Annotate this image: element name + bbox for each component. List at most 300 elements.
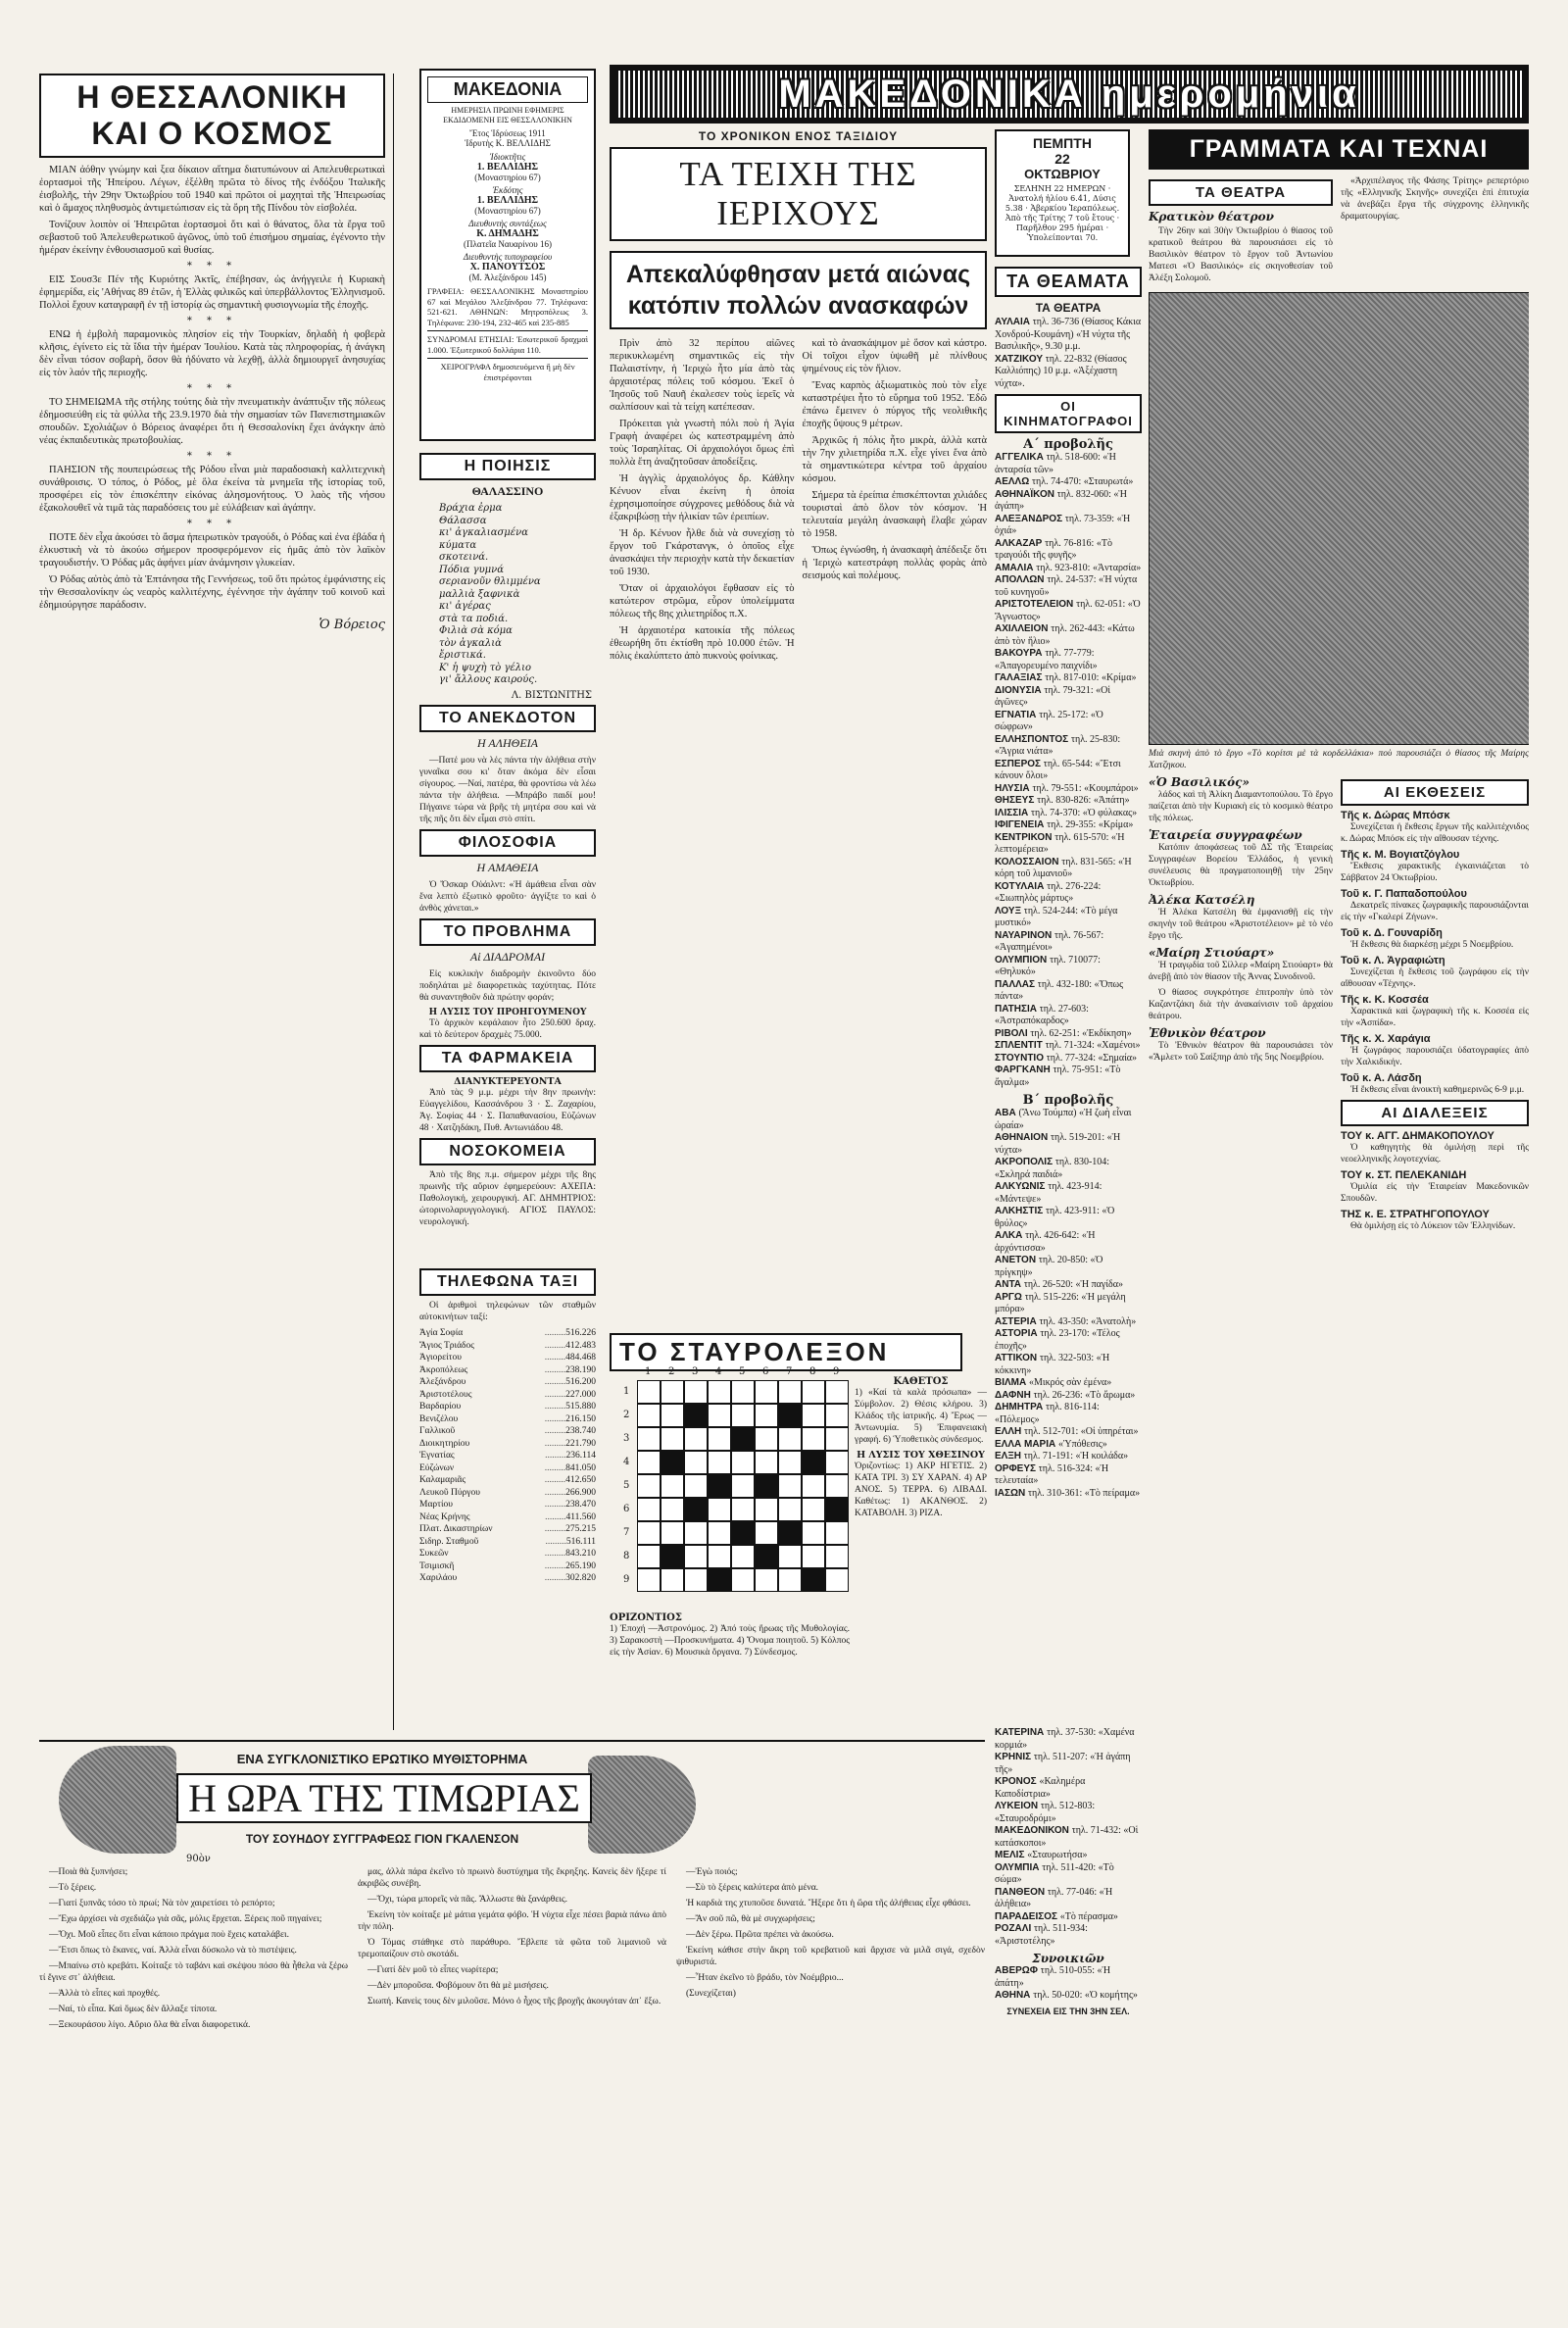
- makedonia-director-label: Διευθυντὴς συντάξεως: [468, 219, 547, 228]
- crossword-cell: [825, 1568, 849, 1592]
- listing-venue: ΜΑΚΕΔΟΝΙΚΟΝ: [995, 1825, 1072, 1836]
- philosophy-text: Ὁ Ὄσκαρ Οὐάιλντ: «Ἡ ἀμάθεια εἶναι σὰν ἕνα λεπτὸ ἐξωτικὸ φροῦτο· ἀγγίξτε το καὶ ὁ ἀνθὸς χάνεται.»: [419, 879, 596, 914]
- taxi-header: ΤΗΛΕΦΩΝΑ ΤΑΞΙ: [419, 1268, 596, 1296]
- entry-title: Τοῦ κ. Δ. Γουναρίδη: [1341, 927, 1443, 939]
- date-num: 22: [1054, 151, 1070, 167]
- entry-title: Τοῦ κ. Λ. Ἀγραφιώτη: [1341, 955, 1446, 966]
- taxi-station-name: Καλαμαριᾶς: [419, 1475, 466, 1485]
- taxi-section: [419, 1264, 596, 1676]
- crossword-solution: Ὁριζοντίως: 1) ΑΚΡ ΗΓΕΤΙΣ. 2) ΚΑΤΑ ΤΡΙ. 3) ΣΥ ΧΑΡΑΝ. 4) ΑΡ ΑΝΟΣ. 5) ΤΕΡΡΑ. 6) ΛΙΒΑΔΙ. Καθέτως: 1) ΑΚΑΝΘΟΣ. 2) ΚΑΤΑΒΟΛΗ. 3) ΡΙΖΑ.: [855, 1461, 987, 1518]
- problem-solution: Τὸ ἀρχικὸν κεφάλαιον ἦτο 250.600 δραχ. καὶ τὸ δεύτερον δραχμὲς 75.000.: [419, 1017, 596, 1040]
- listing-entry: [995, 1911, 1142, 1924]
- problem-text: Εἰς κυκλικὴν διαδρομὴν ἐκινοῦντο δύο ποδηλάται μὲ διαφορετικὰς ταχύτητας. Πότε θὰ συναντηθοῦν διὰ πρώτην φοράν;: [419, 968, 596, 1003]
- serial-paragraph: —Ἀλλὰ τὸ εἶπες καὶ προχθές.: [49, 1989, 161, 1999]
- makedonia-director-addr: (Πλατεῖα Ναυαρίνου 16): [464, 239, 552, 249]
- cinemas-second-run-list: [995, 1108, 1142, 1500]
- entry-text: Ἡ ἔκθεσις θὰ διαρκέσῃ μέχρι 5 Νοεμβρίου.: [1350, 940, 1514, 950]
- crossword-cell: [731, 1380, 755, 1404]
- listing-info: τηλ. 519-201: «Ἡ νύχτα»: [995, 1132, 1121, 1156]
- listing-venue: ΛΥΚΕΙΟΝ: [995, 1801, 1041, 1811]
- theatres-list: [995, 317, 1142, 390]
- taxi-number: 516.226: [565, 1328, 596, 1338]
- makedonia-subtitle: ΗΜΕΡΗΣΙΑ ΠΡΩΙΝΗ ΕΦΗΜΕΡΙΣ ΕΚΔΙΔΟΜΕΝΗ ΕΙΣ ΘΕΣΣΑΛΟΝΙΚΗΝ: [443, 106, 572, 124]
- thessaloniki-title-line2: ΚΑΙ Ο ΚΟΣΜΟΣ: [91, 116, 333, 151]
- listing-info: τηλ. 511-420: «Τὸ σώμα»: [995, 1861, 1114, 1885]
- article-paragraph: Ἡ ἀγγλὶς ἀρχαιολόγος δρ. Κάθλην Κένυον εἶναι ἐκείνη ἡ ὁποία ἐχρησιμοποίησε σύγχρονες μεθόδους διὰ νὰ ἐξακριβώσῃ τὴν ἡλικίαν τῶν ἐρειπίων.: [610, 473, 795, 522]
- listing-venue: ΠΑΛΛΑΣ: [995, 978, 1038, 990]
- listing-info: τηλ. 322-503: «Ἡ κόκκινη»: [995, 1353, 1110, 1376]
- lectures-header: ΑΙ ΔΙΑΛΕΞΕΙΣ: [1341, 1100, 1529, 1126]
- crossword-cell: [637, 1545, 661, 1568]
- crossword-cell: [637, 1498, 661, 1521]
- listing-entry: [995, 514, 1142, 538]
- serial-col-2: [358, 1866, 666, 2035]
- taxi-dots: .........: [544, 1500, 566, 1510]
- anecdote-title: Η ΑΛΗΘΕΙΑ: [476, 735, 538, 750]
- arts-paragraph: λάδος καὶ τὴ Ἀλίκη Διαμαντοπούλου. Τὸ ἔργο παίζεται ἀπὸ τὴν Κυριακὴ εἰς τὸ κοσμικὸ θέατρο τῆς πόλεως.: [1149, 790, 1333, 823]
- listing-entry: [995, 906, 1142, 930]
- article-paragraph: Ἡ ἀρχαιοτέρα κατοικία τῆς πόλεως ἐθεωρήθη ὅτι ἐκτίσθη πρὸ 10.000 ἐτῶν. Ἡ πόλις ἐκαλύπτετο ἀπὸ πυκνοὺς φοίνικας.: [610, 625, 795, 662]
- arts-text: Τὴν 26ην καὶ 30ὴν Ὀκτωβρίου ὁ θίασος τοῦ κρατικοῦ θεάτρου θὰ παρουσιάσει εἰς τὸ Βασιλικὸν θέατρον τὸ ἔργον τοῦ Ἀντωνίου Ματεσι «Ὁ Βασιλικός» εἰς σκηνοθεσίαν τοῦ Ἀλέξη Σολομοῦ.: [1149, 226, 1333, 283]
- taxi-row: [419, 1536, 596, 1549]
- separator-stars: * * *: [186, 316, 238, 326]
- listing-entry: [995, 759, 1142, 783]
- listing-entry: [995, 1316, 1142, 1329]
- taxi-dots: .........: [544, 1426, 566, 1436]
- cinemas-second-run-list-cont: [995, 1727, 1142, 1948]
- poem-line: κύματα: [439, 539, 477, 551]
- listing-info: τηλ. 817-010: «Κρίμα»: [1045, 672, 1137, 683]
- listing-entry: [995, 819, 1142, 832]
- ethniko-text: Τὸ Ἐθνικὸν θέατρον θὰ παρουσιάσει τὸν «Ἄμλετ» τοῦ Σαίξπηρ ἀπὸ τῆς 5ης Νοεμβρίου.: [1149, 1041, 1333, 1063]
- serial-author: ΤΟΥ ΣΟΥΗΔΟΥ ΣΥΓΓΡΑΦΕΩΣ ΓΙΟΝ ΓΚΑΛΕΝΣΟΝ: [245, 1832, 519, 1846]
- alexia-text: Ἡ Ἀλέκα Κατσέλη θὰ ἐμφανισθῇ εἰς τὴν σκηνὴν τοῦ θεάτρου «Ἀριστοτέλειον» μὲ τὸ νέο ἔργο τῆς.: [1149, 908, 1333, 941]
- listing-info: τηλ. 71-191: «Ἡ κοιλάδα»: [1023, 1451, 1129, 1461]
- philosophy-header: ΦΙΛΟΣΟΦΙΑ: [419, 829, 596, 857]
- listing-venue: ΑΣΤΕΡΙΑ: [995, 1315, 1040, 1327]
- makedonia-name: ΜΑΚΕΔΟΝΙΑ: [427, 76, 588, 103]
- state-theatre-title: Κρατικὸν θέατρον: [1149, 210, 1274, 223]
- listing-entry: [995, 1965, 1142, 1990]
- taxi-row: [419, 1572, 596, 1585]
- listing-entry: [995, 1157, 1142, 1181]
- taxi-dots: .........: [544, 1413, 566, 1424]
- listing-info: τηλ. 24-537: «Ἡ νύχτα τοῦ κυνηγοῦ»: [995, 574, 1138, 598]
- listing-info: τηλ. 518-600: «Ἡ ἀνταρσία τῶν»: [995, 452, 1116, 475]
- taxi-number: 216.150: [565, 1413, 596, 1424]
- listing-venue: ΒΙΛΜΑ: [995, 1377, 1029, 1388]
- listing-venue: ΔΗΜΗΤΡΑ: [995, 1402, 1046, 1412]
- crossword-cell: [708, 1521, 731, 1545]
- arts-title: ΓΡΑΜΜΑΤΑ ΚΑΙ ΤΕΧΝΑΙ: [1149, 129, 1529, 170]
- crossword-down-title: ΚΑΘΕΤΟΣ: [893, 1376, 949, 1387]
- entry-text: Ἡ ζωγράφος παρουσιάζει ὑδατογραφίες ἀπὸ τὴν Χαλκιδικήν.: [1341, 1046, 1529, 1067]
- arts-section: [1149, 129, 1529, 2301]
- poem-line: Θάλασσα: [439, 515, 487, 526]
- entry-title: ΤΟΥ κ. ΑΓΓ. ΔΗΜΑΚΟΠΟΥΛΟΥ: [1341, 1130, 1494, 1142]
- article-paragraph: Ἡ δρ. Κένυον ἦλθε διὰ νὰ συνεχίσῃ τὸ ἔργον τοῦ Γκάρστανγκ, ὁ ὁποῖος εἶχε ἀνασκάψει τὴν περιοχὴν κατὰ τὴν δεκαετίαν τοῦ 1930.: [610, 528, 795, 577]
- crossword-cell: [708, 1404, 731, 1427]
- listing-entry: [995, 1292, 1142, 1316]
- listing-info: τηλ. 22-832 (Θίασος Καλλιόπης) 10 μ.μ. «Ἀξέχαστη νύχτα».: [995, 353, 1127, 389]
- listing-info: «Καλημέρα Καποδίστρια»: [995, 1776, 1086, 1800]
- poem-line: Φιλιὰ σὰ κόμα: [439, 625, 513, 636]
- listing-info: τηλ. 37-530: «Χαμένα κορμιά»: [995, 1727, 1135, 1751]
- first-run-title: Α΄ προβολῆς: [1023, 437, 1113, 452]
- listing-info: τηλ. 25-830: «Ἄγρια νιάτα»: [995, 733, 1121, 757]
- theamata-section: [995, 263, 1142, 1723]
- taxi-station-name: Πλατ. Δικαστηρίων: [419, 1524, 493, 1534]
- crossword-cell: [684, 1521, 708, 1545]
- crossword-column-number: 9: [833, 1366, 840, 1377]
- article-paragraph: ΕΙΣ Σουσ3ε Πέν τῆς Κυριότης Ἀκτῖς, ἐπέβησαν, ὡς ἀνήγγειλε ἡ Κυριακὴ ἐφημερίδα, εἰς 'Αθήνας 89 ἐτῶν, ἡ Ἑλλὰς φιλικῶς καὶ ὑπερβάλλοντος Ἑλληνισμοῦ. Πολλοὶ ἔχουν καταγραφῆ ἐν τῇ ἱστορίᾳ ὡς σημαντικὴ φυσιογνωμία τῆς ἐποχῆς.: [39, 274, 385, 311]
- listing-venue: ΑΓΓΕΛΙΚΑ: [995, 452, 1047, 463]
- crossword-cell: [755, 1380, 778, 1404]
- entry-text: Ἡ ἔκθεσις εἶναι ἀνοικτὴ καθημερινῶς 6-9 μ.μ.: [1350, 1085, 1525, 1095]
- listing-info: τηλ. 830-104: «Σκληρά παιδιά»: [995, 1157, 1110, 1180]
- crossword-cell: [661, 1404, 684, 1427]
- listing-entry: [995, 1065, 1142, 1089]
- mary-text: Ἡ τραγῳδία τοῦ Σίλλερ «Μαίρη Στιούαρτ» θὰ ἀνεβῇ ἀπὸ τὸν θίασον τῆς Ἀννας Συνοδινοῦ.: [1149, 961, 1333, 982]
- poem-line: Κ' ἡ ψυχὴ τὸ γέλιο: [439, 662, 532, 673]
- listing-info: τηλ. 73-359: «Ἡ ὀχιά»: [995, 513, 1131, 536]
- taxi-dots: .........: [544, 1340, 566, 1351]
- listing-info: τηλ. 832-060: «Ἡ ἀγάπη»: [995, 488, 1128, 512]
- article-paragraph: Πρόκειται γιὰ γνωστὴ πόλι ποὺ ἡ Ἁγία Γραφὴ ἀναφέρει ὡς κατεστραμμένη ἀπὸ τοὺς Ἰσραηλίτας. Οἱ ἀρχαιολόγοι ὅμως ἐπὶ πολλὰ ἔτη ἀναζητοῦσαν ἀποδείξεις.: [610, 419, 795, 468]
- listing-info: τηλ. 432-180: «Ὅπως πάντα»: [995, 978, 1124, 1002]
- second-run-title: Β΄ προβολῆς: [1022, 1093, 1114, 1108]
- listing-entry: [995, 795, 1142, 808]
- crossword-cell: [825, 1380, 849, 1404]
- poem-line: σεριανοῦν θλιμμένα: [439, 576, 541, 587]
- taxi-station-name: Λευκοῦ Πύργου: [419, 1487, 480, 1498]
- listing-info: τηλ. 511-207: «Ἡ ἀγάπη τῆς»: [995, 1752, 1131, 1775]
- crossword-row-number: 2: [623, 1410, 630, 1420]
- taxi-dots: .........: [544, 1364, 566, 1375]
- taxi-dots: .........: [544, 1524, 566, 1534]
- listing-info: τηλ. 615-570: «Ἡ λεπτομέρεια»: [995, 831, 1125, 855]
- listing-entry: [995, 832, 1142, 857]
- walls-headline-box: [610, 251, 987, 329]
- crossword-title: ΤΟ ΣΤΑΥΡΟΛΕΞΟΝ: [610, 1333, 962, 1371]
- listing-info: τηλ. 276-224: «Σιωπηλὸς μάρτυς»: [995, 880, 1102, 904]
- theamata-continued: [995, 1727, 1142, 2305]
- crossword-cell: [637, 1404, 661, 1427]
- entry-title: Τῆς κ. Κ. Κοσσέα: [1341, 994, 1429, 1006]
- listing-info: «Ὑπόθεσις»: [1058, 1438, 1107, 1450]
- listing-entry: [995, 1206, 1142, 1230]
- crossword-cell: [825, 1451, 849, 1474]
- listing-venue: ΑΛΚΗΣΤΙΣ: [995, 1206, 1047, 1216]
- anecdote-text: —Πατέ μου νὰ λές πάντα τὴν ἀλήθεια στὴν γυναῖκα σου κι' ὅταν ἀκόμα δὲν εἶσαι σίγουρος. —Ναί, πατέρα, θὰ φροντίσω νὰ λέω πάντα τὴν ἀλήθεια. —Μπράβο παιδί μου! Πήγαινε τώρα νὰ βρῆς τὴ μητέρα σου καὶ νὰ τῆς πῆς ὅτι δὲν εἶμαι στὸ σπίτι.: [419, 755, 596, 824]
- thessaloniki-title: [39, 74, 385, 158]
- crossword-cell: [731, 1545, 755, 1568]
- listing-venue: ΛΟΥΞ: [995, 905, 1024, 916]
- crossword-solution-title: Η ΛΥΣΙΣ ΤΟΥ ΧΘΕΣΙΝΟΥ: [857, 1450, 985, 1461]
- entry-text: Συνεχίζεται ἡ ἔκθεσις ἔργων τῆς καλλιτέχνιδος κ. Δώρας Μπόσκ εἰς τὴν αἴθουσαν τέχνης.: [1341, 822, 1529, 844]
- listing-entry: [995, 1801, 1142, 1825]
- crossword-cell: [731, 1451, 755, 1474]
- taxi-dots: .........: [545, 1536, 566, 1547]
- crossword-cell: [825, 1404, 849, 1427]
- taxi-number: 411.560: [565, 1511, 596, 1522]
- serial-paragraph: —Δὲν μποροῦσα. Φοβόμουν ὅτι θὰ μὲ μισήσεις.: [368, 1981, 549, 1991]
- walls-col-1: [610, 337, 795, 667]
- listing-entry: [995, 1752, 1142, 1776]
- listing-entry: [995, 1990, 1142, 2003]
- listing-entry: [995, 672, 1142, 685]
- listing-entry: [995, 1488, 1142, 1501]
- listing-entry: [995, 563, 1142, 575]
- vasilikos-title: «Ὁ Βασιλικός»: [1149, 775, 1250, 789]
- listing-venue: ΜΕΛΙΣ: [995, 1850, 1028, 1860]
- walls-section: [610, 129, 987, 1276]
- crossword-row-number: 4: [623, 1457, 630, 1467]
- taxi-dots: .........: [544, 1462, 566, 1473]
- serial-paragraph: —Γιατί δὲν μοῦ τὸ εἶπες νωρίτερα;: [368, 1965, 499, 1975]
- listing-info: τηλ. 423-914: «Μάντεψε»: [995, 1181, 1102, 1205]
- listing-info: τηλ. 512-701: «Οἱ ὑπηρέται»: [1024, 1426, 1139, 1437]
- serial-paragraph: (Συνεχίζεται): [686, 1989, 736, 1999]
- continues-note: ΣΥΝΕΧΕΙΑ ΕΙΣ ΤΗΝ 3ΗΝ ΣΕΛ.: [1006, 2006, 1130, 2016]
- crossword-cell: [778, 1568, 802, 1592]
- crossword-cell: [755, 1474, 778, 1498]
- crossword-cell: [661, 1521, 684, 1545]
- taxi-dots: .........: [544, 1560, 566, 1571]
- listing-info: τηλ. 26-520: «Ἡ παγίδα»: [1023, 1279, 1123, 1290]
- arts-intro: «Ἀρχιπέλαγος τῆς Φάσης Τρίτης» ρεπερτόριο τῆς «Ελληνικῆς Σκηνῆς» συνεχίζει ἐπὶ ἐπιτυχία νὰ ἀνεβάζει ἔργα τῆς σύγχρονης ἑλληνικῆς δραματουργίας.: [1341, 176, 1529, 222]
- ethniko-title: Ἐθνικὸν θέατρον: [1149, 1026, 1266, 1040]
- crossword-cell: [661, 1380, 684, 1404]
- listing-entry: [995, 1279, 1142, 1292]
- poetry-header: Η ΠΟΙΗΣΙΣ: [419, 453, 596, 480]
- entry-title: ΤΟΥ κ. ΣΤ. ΠΕΛΕΚΑΝΙΔΗ: [1341, 1169, 1467, 1181]
- makedonia-box: [419, 69, 596, 441]
- crossword-cell: [684, 1451, 708, 1474]
- listing-info: τηλ. 74-370: «Ὁ φύλακας»: [1031, 807, 1138, 818]
- listing-entry: [995, 1402, 1142, 1426]
- serial-paragraph: —Σὺ τὸ ξέρεις καλύτερα ἀπὸ μένα.: [686, 1883, 819, 1893]
- listing-entry: [995, 1004, 1142, 1028]
- serial-paragraph: —Ἔχω ἀρχίσει νὰ σχεδιάζω γιὰ σᾶς, μόλις ἔρχεται. Ξέρεις ποῦ πηγαίνει;: [49, 1914, 322, 1924]
- crossword-cell: [661, 1545, 684, 1568]
- taxi-row: [419, 1523, 596, 1536]
- poem-line: ἔριστικά.: [439, 650, 486, 661]
- listing-entry: [995, 574, 1142, 599]
- crossword-cell: [755, 1451, 778, 1474]
- crossword-cell: [755, 1404, 778, 1427]
- listing-entry: [995, 1776, 1142, 1801]
- listing-entry: [995, 1862, 1142, 1887]
- taxi-row: [419, 1425, 596, 1438]
- article-paragraph: Ὅταν οἱ ἀρχαιολόγοι ἔφθασαν εἰς τὸ κατώτερον στρῶμα, εὗρον ὑπολείμματα πόλεως τῆς 8ης χιλιετηρίδος π.Χ.: [610, 583, 795, 619]
- theamata-header: ΤΑ ΘΕΑΜΑΤΑ: [995, 267, 1142, 297]
- listing-info: τηλ. 27-603: «Ἀστραπόκαρδος»: [995, 1003, 1089, 1026]
- crossword-cell: [755, 1521, 778, 1545]
- listing-venue: ΑΠΟΛΛΩΝ: [995, 574, 1048, 585]
- listing-info: τηλ. 423-911: «Ὁ θρύλος»: [995, 1206, 1115, 1229]
- crossword-down: 1) «Καί τὰ καλὰ πρόσωπα» —Σύμβολον. 2) Θέσις κλήρου. 3) Κλάδος τῆς ἰατρικῆς. 4) Ἔρως —Ἀντωνυμία. 5) Ἐπιφανειακὴ γραφή. 6) Ὑποθετικὸς σύνδεσμος.: [855, 1388, 987, 1445]
- taxi-intro: Οἱ ἀριθμοὶ τηλεφώνων τῶν σταθμῶν αὐτοκινήτων ταξί:: [419, 1301, 596, 1322]
- taxi-row: [419, 1340, 596, 1353]
- taxi-number: 238.470: [565, 1500, 596, 1510]
- listing-venue: ΓΑΛΑΞΙΑΣ: [995, 672, 1046, 683]
- listing-entry: [995, 317, 1142, 354]
- crossword-cell: [778, 1380, 802, 1404]
- poem-line: μαλλιὰ ξαφνικὰ: [439, 588, 520, 600]
- listing-info: τηλ. 710077: «Θηλυκό»: [995, 954, 1101, 977]
- listing-venue: ΑΛΚΥΩΝΙΣ: [995, 1181, 1049, 1192]
- serial-paragraph: —Ὄχι, τώρα μπορεῖς νὰ πᾶς. Ἄλλωστε θὰ ξανάρθεις.: [368, 1895, 568, 1905]
- listing-venue: ΑΝΤΑ: [995, 1279, 1024, 1290]
- crossword-cell: [802, 1568, 825, 1592]
- listing-entry: [995, 1463, 1142, 1488]
- crossword-cell: [684, 1474, 708, 1498]
- pharmacies-text: Ἀπὸ τὰς 9 μ.μ. μέχρι τὴν 8ην πρωινὴν: Εὐαγγελίδου, Κασσάνδρου 3 · Σ. Ζαχαρίου, Ἀγ. Σοφίας 44 · Σ. Παπαθανασίου, Εὐζώνων 48 · Χατζηδάκη, Πυθ. Αντωνιάδου 48.: [419, 1087, 596, 1133]
- listing-venue: ΚΕΝΤΡΙΚΟΝ: [995, 831, 1055, 843]
- crossword-cell: [684, 1545, 708, 1568]
- crossword-cell: [778, 1498, 802, 1521]
- crossword-cell: [661, 1451, 684, 1474]
- listing-entry: [995, 881, 1142, 906]
- article-paragraph: ΕΝΩ ἡ ἐμβολὴ παραμονικὸς πλησίον εἰς τὴν Τουρκίαν, δηλαδὴ ἡ φοβερὰ κλῆσις, ἐγίνετο εἰς τὰ ἴδια τὴν ἡμέραν Ἰουλίου. Κατὰ τὰς πληροφορίας, ἡ ἀνάγκη δὲν εἶναι τόσον σοβαρὴ, ὅσον θὰ ἠδύνατο νὰ λεχθῇ, ἀλλὰ δημιουργεῖ ἀνησυχίας εἰς τὸν λαόν τῆς περιοχῆς.: [39, 329, 385, 378]
- listing-entry: [995, 1451, 1142, 1463]
- listing-venue: ΑΛΚΑ: [995, 1230, 1026, 1241]
- listing-venue: ΕΓΝΑΤΙΑ: [995, 709, 1040, 720]
- crossword-column-number: 2: [668, 1366, 675, 1377]
- listing-entry: [995, 648, 1142, 672]
- listing-info: τηλ. 831-565: «Ἡ κόρη τοῦ λιμανιοῦ»: [995, 856, 1132, 879]
- taxi-station-name: Γαλλικοῦ: [419, 1426, 456, 1436]
- makedonia-founder: Ἱδρυτὴς Κ. ΒΕΛΛΙΔΗΣ: [465, 138, 551, 148]
- taxi-row: [419, 1352, 596, 1364]
- listing-entry: [995, 1825, 1142, 1850]
- crossword-cell: [755, 1498, 778, 1521]
- separator-stars: * * *: [186, 519, 238, 529]
- taxi-number: 484.468: [565, 1353, 596, 1362]
- listing-venue: ΑΘΗΝΑΙΟΝ: [995, 1132, 1051, 1143]
- listing-entry: [995, 452, 1142, 476]
- date-day: ΠΕΜΠΤΗ: [1033, 135, 1092, 151]
- listing-entry: [995, 1132, 1142, 1157]
- poetry-author: Λ. ΒΙΣΤΩΝΙΤΗΣ: [511, 689, 592, 701]
- listing-info: τηλ. 36-736 (Θίασος Κάκια Χονδρού-Κουμάνη) «Ἡ νύχτα τῆς Βασιλικῆς», 9.30 μ.μ.: [995, 317, 1142, 352]
- crossword-cell: [708, 1568, 731, 1592]
- listing-venue: ΙΑΣΩΝ: [995, 1487, 1029, 1499]
- listing-venue: ΔΑΦΝΗ: [995, 1389, 1034, 1401]
- crossword-cell: [661, 1474, 684, 1498]
- serial-title: Η ΩΡΑ ΤΗΣ ΤΙΜΩΡΙΑΣ: [176, 1773, 592, 1823]
- taxi-row: [419, 1327, 596, 1340]
- taxi-number: 238.190: [565, 1364, 596, 1375]
- taxi-number: 412.483: [565, 1340, 596, 1351]
- article-paragraph: Ἀρχικῶς ἡ πόλις ἦτο μικρὰ, ἀλλὰ κατὰ τὴν 7ην χιλιετηρίδα π.Χ. εἶχε γίνει ἕνα ἀπὸ τὰ σημαντικώτερα κέντρα τοῦ ἀρχαίου κόσμου.: [802, 435, 987, 484]
- thessaloniki-title-line1: Η ΘΕΣΣΑΛΟΝΙΚΗ: [76, 79, 348, 115]
- listing-entry: [995, 1390, 1142, 1403]
- listing-entry: [995, 1108, 1142, 1132]
- listing-info: τηλ. 25-172: «Ὁ σώφρων»: [995, 709, 1103, 732]
- listing-info: τηλ. 74-470: «Σταυρωτά»: [1032, 476, 1134, 487]
- taxi-row: [419, 1511, 596, 1524]
- listing-venue: ΟΡΦΕΥΣ: [995, 1462, 1039, 1474]
- article-paragraph: ΠΟΤΕ δὲν εἶχα ἀκούσει τὸ ἄσμα ἠπειρωτικὸν τραγούδι, ὁ Ρόδας καὶ ἐνα ἐβάδα ἡ ἐλκυστικὴ νὰ τὸ ἀκούω σήμερον προσφερόμενον εἰς ἡμᾶς ἀπὸ τὸν λαϊκὸν τραγουδιστήν. Ὁ Ρόδας μᾶς ἀφήνει μίαν ἀνάμνησιν γλυκείαν.: [39, 532, 385, 569]
- listing-venue: ΕΣΠΕΡΟΣ: [995, 758, 1044, 769]
- listing-venue: ΑΕΛΛΩ: [995, 476, 1033, 487]
- listing-entry: [995, 1850, 1142, 1862]
- listing-venue: ΙΦΙΓΕΝΕΙΑ: [995, 819, 1048, 830]
- taxi-dots: .........: [544, 1389, 566, 1400]
- crossword-cell: [755, 1568, 778, 1592]
- entry-text: Δεκατρεῖς πίνακες ζωγραφικῆς παρουσιάζονται εἰς τὴν «Γκαλερί Ζήνων».: [1341, 901, 1529, 922]
- crossword-cell: [802, 1474, 825, 1498]
- listing-info: τηλ. 26-236: «Τὸ ἄρωμα»: [1033, 1389, 1136, 1401]
- taxi-dots: .........: [544, 1353, 566, 1362]
- makedonia-founded: Ἔτος Ἱδρύσεως 1911: [469, 128, 546, 138]
- walls-col-2: [803, 337, 988, 667]
- taxi-number: 841.050: [565, 1462, 596, 1473]
- separator-stars: * * *: [186, 383, 238, 394]
- hospitals-header: ΝΟΣΟΚΟΜΕΙΑ: [419, 1138, 596, 1165]
- taxi-number: 515.880: [565, 1402, 596, 1412]
- crossword-cell: [684, 1427, 708, 1451]
- listing-entry: [995, 710, 1142, 734]
- taxi-dots: .........: [544, 1573, 566, 1583]
- crossword-cell: [684, 1568, 708, 1592]
- crossword-column-number: 7: [786, 1366, 793, 1377]
- serial-paragraph: —Γιατί ξυπνᾶς τόσο τὸ πρωί; Νὰ τὸν χαιρετίσει τὸ ρεπόρτο;: [49, 1899, 275, 1908]
- taxi-station-name: Ἀλεξάνδρου: [419, 1377, 466, 1387]
- listing-venue: ΣΠΛΕΝΤΙΤ: [995, 1040, 1046, 1051]
- taxi-row: [419, 1450, 596, 1462]
- taxi-dots: .........: [544, 1402, 566, 1412]
- serial-paragraph: Ἐκείνη κάθισε στὴν ἄκρη τοῦ κρεβατιοῦ καὶ ἄρχισε νὰ μιλᾶ σιγά, σχεδὸν ψιθυριστά.: [676, 1946, 985, 1967]
- date-box: [995, 129, 1130, 257]
- listing-info: τηλ. 515-226: «Ἡ μεγάλη μπόρα»: [995, 1291, 1126, 1314]
- entry-text: Θὰ ὁμιλήσῃ εἰς τὸ Λύκειον τῶν Ἑλληνίδων.: [1350, 1221, 1516, 1231]
- listing-venue: ΑΡΙΣΤΟΤΕΛΕΙΟΝ: [995, 599, 1077, 610]
- taxi-number: 236.114: [565, 1451, 596, 1461]
- cinemas-header: ΟΙ ΚΙΝΗΜΑΤΟΓΡΑΦΟΙ: [995, 394, 1142, 433]
- thessaloniki-section: [39, 74, 394, 1730]
- listing-entry: [995, 1028, 1142, 1041]
- listing-entry: [995, 1439, 1142, 1452]
- listing-venue: ΑΒΑ: [995, 1108, 1019, 1118]
- crossword-cell: [778, 1427, 802, 1451]
- listing-venue: ΠΑΝΘΕΟΝ: [995, 1886, 1048, 1898]
- taxi-station-name: Ἀκροπόλεως: [419, 1364, 468, 1375]
- listing-venue: ΗΛΥΣΙΑ: [995, 782, 1033, 794]
- taxi-number: 238.740: [565, 1426, 596, 1436]
- serial-episode: 90ὸν: [186, 1854, 211, 1864]
- article-paragraph: Ὁ Ρόδας αὐτὸς ἀπὸ τὰ Ἐπτάνησα τῆς Γεννήσεως, τοῦ ὅτι πρώτος ἐμφάνιστης εἰς τὴν Θεσσαλονίκην ὡς νεαρὸς καλλιτέχνης, ἐγέννησε τὴν ἀγάπην τοῦ κοινοῦ καὶ ἐδημιούργησε παράδοσιν.: [39, 574, 385, 611]
- taxi-row: [419, 1389, 596, 1402]
- listing-venue: ΚΑΤΕΡΙΝΑ: [995, 1727, 1048, 1738]
- makedonia-owner: 1. ΒΕΛΛΙΔΗΣ: [476, 162, 539, 173]
- listing-entry: [995, 1923, 1142, 1948]
- crossword-cell: [637, 1427, 661, 1451]
- masthead-title: ΜΑΚΕΔΟΝΙΚΑ ημερομήνια: [778, 73, 1360, 116]
- taxi-row: [419, 1548, 596, 1560]
- listing-venue: ΑΜΑΛΙΑ: [995, 562, 1037, 573]
- listing-entry: [995, 538, 1142, 563]
- listing-venue: ΑΒΕΡΩΦ: [995, 1965, 1041, 1976]
- listing-venue: ΡΟΖΑΛΙ: [995, 1923, 1035, 1934]
- arts-theatre-header: ΤΑ ΘΕΑΤΡΑ: [1149, 179, 1333, 206]
- taxi-number: 516.200: [565, 1377, 596, 1387]
- crossword-cell: [731, 1404, 755, 1427]
- crossword-column-number: 6: [762, 1366, 769, 1377]
- taxi-station-name: Τσιμισκῆ: [419, 1560, 455, 1571]
